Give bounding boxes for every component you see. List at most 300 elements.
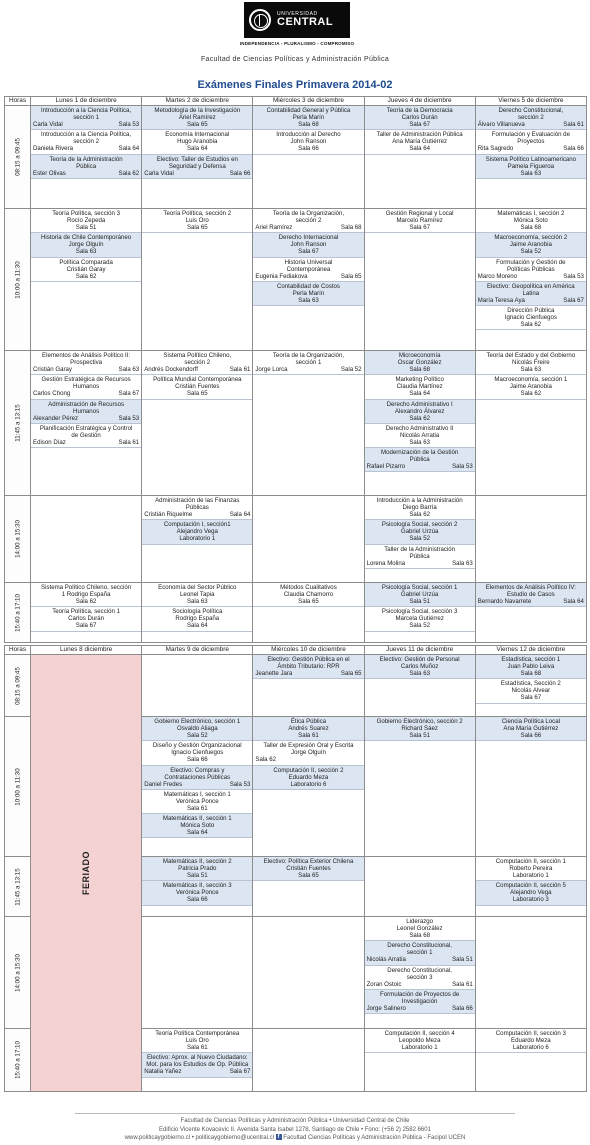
- exam-line: Sala 67: [520, 694, 542, 702]
- exam-line: Computación II, sección 2: [273, 766, 344, 774]
- holiday-cell: [31, 655, 142, 1092]
- exam-line: Sala 68: [409, 932, 430, 940]
- day-header: Jueves 4 de diciembre: [364, 97, 475, 106]
- day-slot-cell: [253, 583, 364, 643]
- exam-room: Sala 53: [563, 272, 584, 280]
- exam-line: Formulación y Evaluación de: [491, 131, 570, 139]
- exam-line: Jorge Olguín: [291, 749, 326, 757]
- exam-line: Contrataciones Públicas: [164, 773, 231, 781]
- exam-line: Laboratorio 1: [512, 872, 549, 880]
- exam-line: Introducción a la Ciencia Política,: [41, 131, 132, 139]
- exam-entry: [476, 679, 586, 703]
- exam-room: Sala 68: [340, 224, 362, 232]
- exam-line: Nicolás Freire: [512, 359, 550, 367]
- exam-line: Leopoldo Meza: [398, 1037, 441, 1045]
- logo-main-text: CENTRAL: [277, 16, 334, 28]
- exam-line: Laboratorio 1: [179, 535, 216, 543]
- time-slot-label: 10:00 a 11:30: [14, 767, 21, 806]
- exam-line: Teoría Política, sección 3: [52, 210, 120, 217]
- footer-facebook: Facultad Ciencias Políticas y Administración Pública - Facipol UCEN: [283, 1135, 466, 1141]
- exam-line: Sala 65: [298, 872, 319, 880]
- day-slot-cell: [142, 917, 253, 1029]
- exam-teacher-room: [33, 439, 139, 446]
- exam-teacher-room: [255, 224, 361, 231]
- exam-line: Laboratorio 3: [512, 896, 549, 904]
- day-slot-cell: [253, 106, 364, 209]
- footer-line-2: Edificio Vicente Kovacevic II. Avenida Santa Isabel 1278, Santiago de Chile • Fono: (+56 2) 2582 6601: [159, 1126, 431, 1133]
- exam-line: Pública: [409, 552, 430, 560]
- exam-line: Planificación Estratégica y Control: [39, 424, 133, 432]
- time-band-row: [5, 496, 587, 583]
- exam-room: Sala 66: [452, 1005, 473, 1013]
- exam-line: Sala 66: [298, 145, 319, 153]
- exam-line: Claudia Martínez: [396, 383, 443, 391]
- exam-teacher: Eugenia Fediakova: [255, 272, 308, 280]
- exam-line: Carlos Durán: [401, 114, 438, 122]
- time-band-row: [5, 209, 587, 351]
- logo-motto: INDEPENDENCIA - PLURALISMO - COMPROMISO: [239, 41, 355, 46]
- exam-line: Historia de Chile Contemporáneo: [41, 234, 132, 242]
- day-slot-cell: [253, 496, 364, 583]
- day-slot-cell: [475, 917, 586, 1029]
- exam-line: Ética Pública: [290, 718, 327, 725]
- exam-entry: [142, 766, 252, 790]
- exam-teacher-room: [144, 511, 250, 518]
- exam-line: Juan Pablo Leiva: [507, 663, 555, 671]
- exam-entry: [253, 583, 363, 607]
- exam-line: Estadística, Sección 2: [500, 680, 561, 688]
- day-slot-cell: [253, 717, 364, 857]
- exam-line: sección 1: [73, 114, 99, 122]
- day-slot-cell: [31, 106, 142, 209]
- exam-line: Políticas Públicas: [506, 265, 555, 273]
- exam-line: Teoría Política, sección 2: [163, 210, 232, 217]
- exam-line: Ignacio Cienfuegos: [504, 314, 557, 322]
- exam-line: Pamela Figueroa: [507, 162, 555, 170]
- footer-line-3: [0, 1134, 590, 1143]
- exam-line: Métodos Cualitativos: [280, 584, 337, 591]
- exam-line: Sala 67: [75, 622, 97, 630]
- footer-divider: [75, 1113, 515, 1114]
- time-slot-cell: [5, 917, 31, 1029]
- time-slot-cell: [5, 655, 31, 717]
- exam-entry: [365, 424, 475, 448]
- exam-room: Sala 62: [118, 169, 140, 177]
- exam-line: Sala 64: [409, 145, 430, 153]
- day-slot-cell: [253, 857, 364, 917]
- exam-entry: [476, 351, 586, 375]
- exam-teacher: Carla Vidal: [33, 121, 63, 129]
- day-header: Viernes 12 de diciembre: [475, 646, 586, 655]
- day-slot-cell: [364, 583, 475, 643]
- exam-line: Computación II, sección 3: [495, 1030, 566, 1037]
- day-slot-cell: [31, 583, 142, 643]
- exam-line: Electivo: Política Exterior Chilena: [263, 858, 354, 865]
- exam-line: Macroeconomía, sección 2: [494, 234, 568, 242]
- exam-teacher-room: [478, 145, 584, 152]
- exam-teacher-room: [33, 366, 139, 373]
- exam-teacher: Carlos Chong: [33, 390, 71, 398]
- time-slot-label: 10:00 a 11:30: [14, 260, 21, 299]
- exam-line: Dirección Pública: [507, 307, 555, 315]
- exam-line: Electivo: Gestión Pública en el: [267, 656, 350, 663]
- time-slot-label: 14:00 a 15:30: [14, 953, 21, 992]
- exam-entry: [365, 130, 475, 154]
- exam-line: Electivo: Gestión de Personal: [379, 656, 460, 663]
- exam-room: Sala 64: [118, 145, 140, 153]
- exam-line: Teoría del Estado y del Gobierno: [486, 352, 576, 359]
- day-header: Miércoles 10 de diciembre: [253, 646, 364, 655]
- exam-teacher: Zoran Ostoic: [366, 980, 402, 988]
- exam-line: Sistema Político Latinoamericano: [485, 155, 577, 163]
- exam-entry: [365, 990, 475, 1014]
- exam-line: Electivo: Compras y: [170, 766, 225, 774]
- exam-room: Sala 65: [340, 272, 362, 280]
- exam-teacher-room: [478, 598, 584, 605]
- exam-entry: [253, 209, 363, 233]
- day-slot-cell: [475, 857, 586, 917]
- exam-entry: [476, 282, 586, 306]
- exam-line: Andrés Suarez: [288, 725, 329, 733]
- exam-teacher: Carla Vidal: [144, 169, 174, 177]
- exam-room: Sala 66: [563, 145, 584, 153]
- exam-teacher-room: [367, 981, 473, 988]
- exam-room: Sala 51: [452, 956, 473, 964]
- exam-entry: [253, 233, 363, 257]
- schedule-week-1: [4, 96, 587, 643]
- exam-line: Luis Oro: [185, 217, 209, 225]
- day-slot-cell: [475, 351, 586, 496]
- exam-line: Sala 51: [409, 732, 430, 740]
- exam-line: Sala 64: [409, 390, 430, 398]
- exam-line: sección 3: [406, 973, 433, 981]
- exam-line: Contabilidad General y Pública: [266, 107, 351, 114]
- exam-line: Sala 65: [186, 390, 208, 398]
- exam-line: Sala 63: [409, 439, 430, 447]
- exam-line: Matemáticas II, sección 2: [162, 858, 232, 865]
- exam-line: Mot. para los Estudios de Op. Pública: [146, 1061, 249, 1069]
- day-slot-cell: [364, 209, 475, 351]
- time-band-row: [5, 583, 587, 643]
- exam-teacher: Sala 62: [255, 756, 277, 764]
- exam-line: Gobierno Electrónico, sección 2: [376, 718, 463, 725]
- page-title: Exámenes Finales Primavera 2014-02: [197, 79, 393, 91]
- exam-line: sección 1: [295, 359, 322, 367]
- exam-line: Sala 67: [409, 121, 430, 129]
- exam-room: Sala 67: [229, 1068, 251, 1076]
- day-slot-cell: [364, 106, 475, 209]
- time-slot-cell: [5, 496, 31, 583]
- exam-line: Administración de Recursos: [48, 400, 125, 408]
- exam-line: Política Mundial Contemporánea: [153, 376, 242, 384]
- exam-entry: [253, 351, 363, 375]
- exam-line: Teoría Política, sección 1: [52, 608, 120, 616]
- exam-teacher: Rafael Pizarro: [366, 463, 406, 471]
- exam-line: Psicología Social, sección 1: [381, 584, 458, 591]
- exam-line: Estadística, sección 1: [501, 656, 561, 663]
- exam-line: Computación II, sección 5: [495, 882, 566, 890]
- time-slot-cell: [5, 717, 31, 857]
- exam-entry: [365, 106, 475, 130]
- day-slot-cell: [364, 917, 475, 1029]
- day-slot-cell: [364, 717, 475, 857]
- exam-entry: [365, 917, 475, 941]
- exam-line: sección 2: [184, 359, 211, 367]
- exam-line: Gestión Estratégica de Recursos: [41, 376, 131, 384]
- hours-header: Horas: [5, 646, 31, 655]
- exam-line: Taller de la Administración: [384, 545, 456, 553]
- day-header: Miércoles 3 de diciembre: [253, 97, 364, 106]
- schedule-week-2: [4, 645, 587, 1092]
- university-logo: [244, 2, 350, 38]
- exam-line: Ana María Gutiérrez: [392, 138, 448, 146]
- exam-teacher: Rita Sagredo: [477, 145, 514, 153]
- exam-line: Introducción a la Ciencia Política,: [41, 107, 132, 114]
- exam-line: sección 2: [73, 138, 99, 146]
- exam-entry: [476, 209, 586, 233]
- exam-entry: [365, 351, 475, 375]
- exam-teacher-room: [144, 1068, 250, 1075]
- exam-teacher: Daniel Fredes: [144, 780, 183, 788]
- exam-teacher-room: [33, 170, 139, 177]
- exam-line: Metodología de la Investigación: [154, 107, 241, 114]
- exam-line: Proyectos: [517, 138, 545, 146]
- exam-line: Formulación y Gestión de: [496, 258, 566, 266]
- exam-teacher: María Teresa Aya: [477, 297, 525, 305]
- exam-line: Sala 62: [520, 390, 542, 398]
- day-header: Martes 2 de diciembre: [142, 97, 253, 106]
- exam-entry: [253, 741, 363, 765]
- exam-line: Derecho Internacional: [278, 234, 339, 242]
- exam-line: Teoría de la Organización,: [272, 352, 345, 359]
- exam-entry: [253, 106, 363, 130]
- time-band-row: [5, 106, 587, 209]
- exam-entry: [31, 258, 141, 282]
- exam-line: Sala 67: [409, 224, 430, 232]
- exam-teacher: Natalia Yañez: [144, 1068, 182, 1076]
- exam-line: Electivo: Aprox. al Nuevo Ciudadano:: [146, 1054, 248, 1062]
- exam-room: Sala 66: [229, 169, 251, 177]
- exam-entry: [142, 520, 252, 544]
- exam-line: Diego Barría: [402, 504, 437, 512]
- day-header: Lunes 8 diciembre: [31, 646, 142, 655]
- exam-line: Matemáticas II, sección 3: [162, 882, 232, 890]
- exam-line: Sala 67: [298, 248, 319, 256]
- exam-line: Roberto Pereira: [509, 865, 553, 873]
- exam-entry: [31, 583, 141, 607]
- exam-teacher-room: [33, 390, 139, 397]
- exam-entry: [142, 130, 252, 154]
- day-slot-cell: [253, 1029, 364, 1092]
- exam-entry: [365, 209, 475, 233]
- exam-teacher-room: [255, 756, 361, 763]
- exam-entry: [476, 258, 586, 282]
- exam-line: Sala 68: [298, 121, 319, 129]
- exam-entry: [31, 400, 141, 424]
- exam-line: Formulación de Proyectos de: [380, 990, 460, 998]
- exam-line: Teoría de la Organización,: [272, 210, 345, 217]
- exam-teacher-room: [144, 170, 250, 177]
- exam-teacher: Jeanette Jara: [255, 670, 293, 678]
- exam-room: Sala 64: [229, 511, 251, 519]
- exam-line: Gestión Regional y Local: [385, 210, 454, 217]
- exam-line: Sala 68: [520, 670, 542, 678]
- exam-teacher: Edison Díaz: [33, 439, 66, 447]
- exam-line: Derecho Constitucional,: [498, 107, 564, 114]
- exam-entry: [365, 583, 475, 607]
- exam-line: Eduardo Meza: [511, 1037, 551, 1045]
- exam-entry: [253, 766, 363, 790]
- exam-entry: [253, 857, 363, 881]
- exam-line: Pública: [409, 456, 430, 464]
- exam-line: Prospectiva: [70, 359, 103, 367]
- exam-entry: [142, 351, 252, 375]
- exam-entry: [142, 496, 252, 520]
- exam-line: Elementos de Análisis Político II:: [42, 352, 131, 359]
- exam-teacher-room: [144, 366, 250, 373]
- exam-line: Nicolás Arratia: [400, 431, 440, 439]
- university-seal-icon: [249, 9, 271, 31]
- exam-line: Carlos Muñoz: [400, 663, 439, 671]
- day-slot-cell: [31, 209, 142, 351]
- day-slot-cell: [364, 857, 475, 917]
- day-slot-cell: [142, 106, 253, 209]
- day-slot-cell: [364, 351, 475, 496]
- exam-line: Ariel Ramírez: [178, 114, 216, 122]
- day-slot-cell: [142, 857, 253, 917]
- day-slot-cell: [142, 655, 253, 717]
- exam-teacher-room: [255, 273, 361, 280]
- day-header: Viernes 5 de diciembre: [475, 97, 586, 106]
- exam-line: Computación II, sección 4: [384, 1030, 455, 1037]
- exam-entry: [476, 233, 586, 257]
- exam-line: Latina: [522, 289, 540, 297]
- exam-line: Sala 61: [186, 1044, 208, 1052]
- exam-line: Taller de Administración Pública: [376, 131, 463, 139]
- exam-line: Computación II, sección 1: [495, 858, 566, 865]
- exam-line: Teoría Política Contemporánea: [155, 1030, 240, 1037]
- exam-line: Sistema Político Chileno, sección: [41, 584, 132, 591]
- exam-line: Sala 52: [409, 535, 430, 543]
- day-header: Jueves 11 de diciembre: [364, 646, 475, 655]
- exam-room: Sala 65: [340, 670, 362, 678]
- exam-room: Sala 53: [118, 121, 140, 129]
- time-slot-label: 08:15 a 09:45: [14, 138, 21, 176]
- day-slot-cell: [475, 106, 586, 209]
- exam-line: Introducción al Derecho: [276, 131, 341, 139]
- exam-entry: [365, 496, 475, 520]
- day-slot-cell: [475, 496, 586, 583]
- exam-line: Sala 61: [186, 805, 208, 813]
- exam-line: Derecho Administrativo I: [386, 400, 453, 408]
- exam-entry: [31, 106, 141, 130]
- exam-line: Derecho Constitucional,: [387, 942, 452, 950]
- time-slot-cell: [5, 209, 31, 351]
- logo-top-text: UNIVERSIDAD: [277, 11, 318, 17]
- exam-teacher-room: [478, 121, 584, 128]
- exam-room: Sala 63: [118, 366, 140, 374]
- exam-line: Nicolás Alvear: [511, 687, 551, 695]
- exam-line: Electivo: Geopolítica en América: [486, 282, 575, 290]
- exam-line: Psicología Social, sección 3: [381, 608, 458, 616]
- exam-teacher-room: [367, 560, 473, 567]
- exam-entry: [31, 130, 141, 154]
- exam-entry: [31, 607, 141, 631]
- footer-line-1: Facultad de Ciencias Políticas y Administración Pública • Universidad Central de Chile: [180, 1118, 410, 1124]
- exam-line: Laboratorio 6: [512, 1044, 549, 1052]
- exam-line: Humanos: [73, 383, 100, 391]
- exam-line: Leonel Tapia: [180, 591, 215, 599]
- exam-line: Seguridad y Defensa: [168, 162, 226, 170]
- exam-line: Sala 65: [186, 224, 208, 232]
- exam-entry: [365, 717, 475, 741]
- exam-entry: [142, 1053, 252, 1077]
- day-slot-cell: [475, 583, 586, 643]
- hours-header: Horas: [5, 97, 31, 106]
- exam-line: Marketing Político: [395, 376, 444, 384]
- footer-contact: www.politicaygobierno.cl • politicaygobierno@ucentral.cl: [124, 1135, 274, 1141]
- exam-line: Alejandro Vega: [176, 528, 218, 536]
- exam-line: Leonel González: [396, 925, 443, 933]
- exam-entry: [253, 258, 363, 282]
- day-slot-cell: [475, 717, 586, 857]
- exam-line: Rocío Zepeda: [66, 217, 106, 225]
- exam-teacher: Jorge Lorca: [255, 366, 288, 374]
- exam-line: Taller de Expresión Oral y Escrita: [263, 742, 354, 750]
- exam-line: Estudio de Casos: [506, 591, 555, 599]
- time-slot-cell: [5, 583, 31, 643]
- exam-line: Gabriel Urzúa: [400, 591, 439, 599]
- exam-entry: [365, 941, 475, 965]
- exam-line: Sala 62: [409, 511, 430, 519]
- exam-line: Sala 65: [298, 598, 319, 606]
- exam-line: Marcela Gutiérrez: [395, 615, 444, 623]
- exam-line: Sala 62: [409, 414, 430, 422]
- exam-entry: [142, 1029, 252, 1053]
- exam-entry: [476, 717, 586, 741]
- exam-entry: [142, 607, 252, 631]
- page-footer: [0, 1113, 590, 1143]
- holiday-label: FERIADO: [81, 851, 92, 895]
- exam-line: Historia Universal: [284, 258, 333, 266]
- exam-entry: [31, 424, 141, 448]
- exam-teacher-room: [33, 415, 139, 422]
- exam-room: Sala 61: [118, 439, 140, 447]
- exam-room: Sala 61: [229, 366, 251, 374]
- exam-line: Jaime Aranobia: [509, 383, 552, 391]
- exam-line: Sala 62: [75, 272, 97, 280]
- exam-line: Sala 63: [298, 297, 319, 305]
- exam-line: Sala 66: [520, 732, 542, 740]
- exam-teacher: Jorge Salinero: [366, 1005, 406, 1013]
- time-slot-label: 11:45 a 13:15: [14, 404, 21, 442]
- exam-entry: [476, 881, 586, 905]
- day-slot-cell: [475, 655, 586, 717]
- exam-line: Cristián Fuentes: [175, 383, 220, 391]
- exam-room: Sala 63: [452, 559, 473, 567]
- exam-line: Alejandro Vega: [510, 889, 552, 897]
- exam-line: John Ranson: [290, 241, 327, 249]
- exam-entry: [365, 400, 475, 424]
- exam-line: Jorge Olguín: [68, 241, 104, 249]
- day-slot-cell: [364, 655, 475, 717]
- exam-teacher: Andrés Dockendorff: [144, 366, 198, 374]
- time-slot-label: 15:40 a 17:10: [14, 1041, 21, 1079]
- exam-teacher-room: [478, 297, 584, 304]
- exam-teacher-room: [33, 145, 139, 152]
- exam-line: Sala 68: [520, 224, 542, 232]
- time-slot-cell: [5, 106, 31, 209]
